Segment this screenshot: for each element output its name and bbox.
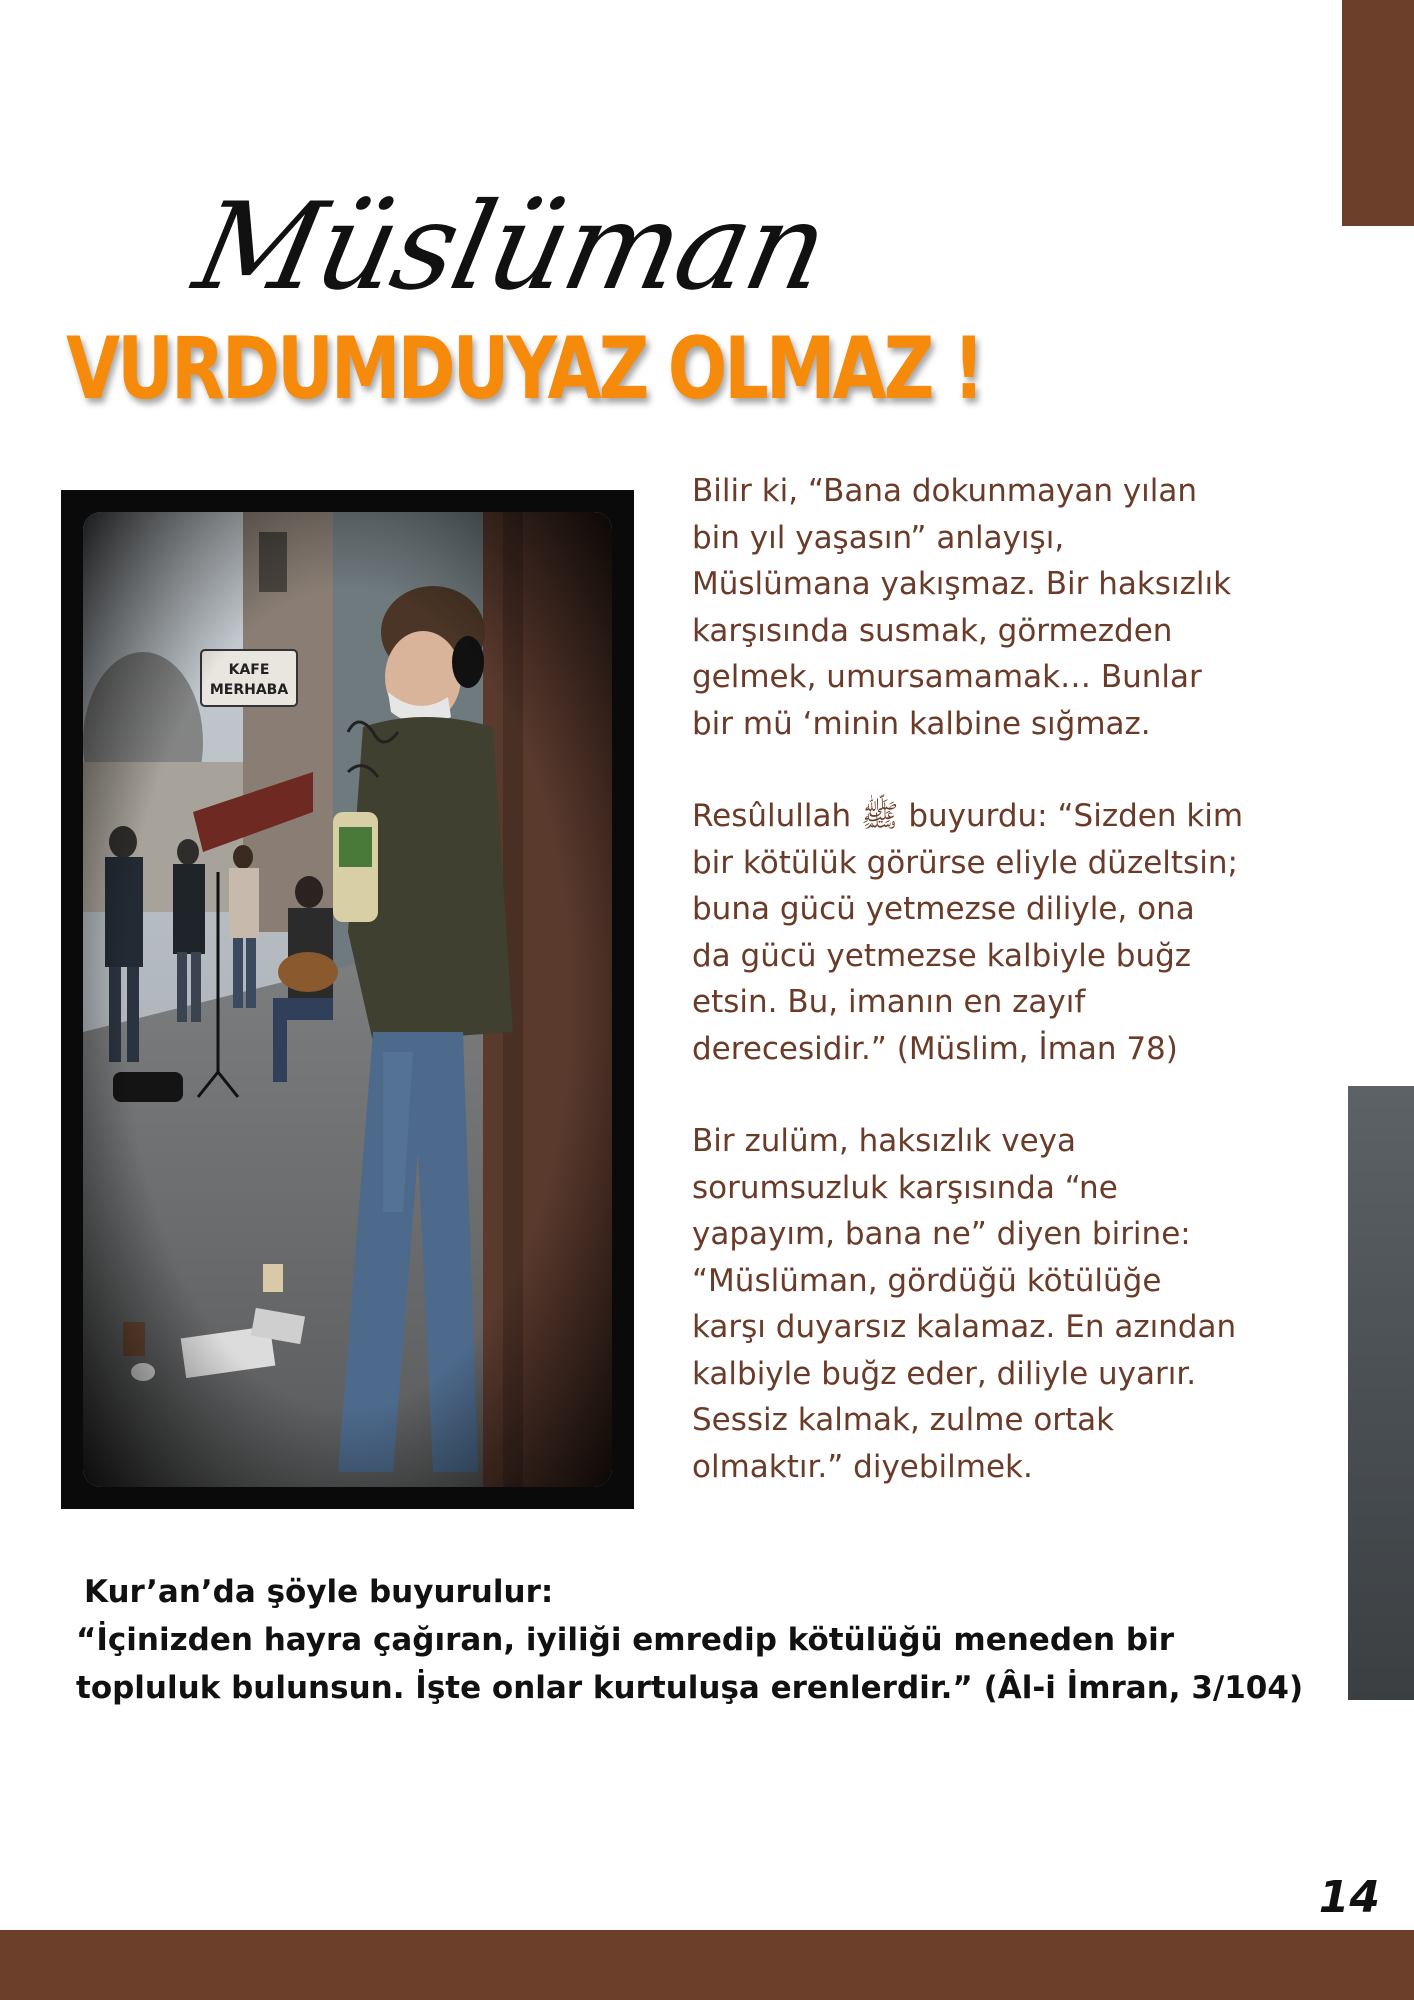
corner-tab bbox=[1342, 0, 1414, 226]
paragraph-3: Bir zulüm, haksızlık veya sorumsuzluk karşısında “ne yapayım, bana ne” diyen birine: “Müslüman, gördüğü kötülüğe karşı duyarsız kalamaz. En azından kalbiyle buğz eder, diliyle uyarır. Sessiz kalmak, zulme ortak olmaktır.” diyebilmek. bbox=[692, 1123, 1237, 1485]
quote-verse: “İçinizden hayra çağıran, iyiliği emredip kötülüğü meneden bir topluluk bulunsun. İşte onlar kurtuluşa erenlerdir.” (Âl-i İmran, 3/104) bbox=[76, 1622, 1304, 1706]
script-title: Müslüman bbox=[184, 178, 838, 317]
street-photo bbox=[83, 512, 612, 1487]
body-text bbox=[692, 468, 1342, 1536]
page-number: 14 bbox=[1318, 1872, 1380, 1923]
paragraph-1: Bilir ki, “Bana dokunmayan yılan bin yıl yaşasın” anlayışı, Müslümana yakışmaz. Bir haksızlık karşısında susmak, görmezden gelmek, umursamamak… Bunlar bir mü ‘minin kalbine sığmaz. bbox=[692, 473, 1232, 742]
quran-quote bbox=[76, 1568, 1346, 1712]
footer-bar bbox=[0, 1930, 1414, 2000]
street-scene-illustration bbox=[83, 512, 612, 1487]
quote-intro: Kur’an’da şöyle buyurulur: bbox=[84, 1574, 554, 1610]
paragraph-2: Resûlullah ﷺ buyurdu: “Sizden kim bir kötülük görürse eliyle düzeltsin; buna gücü yetmezse diliyle, ona da gücü yetmezse kalbiyle buğz etsin. Bu, imanın en zayıf derecesidir.” (Müslim, İman 78) bbox=[692, 798, 1244, 1067]
side-bar bbox=[1348, 1086, 1414, 1700]
photo-frame bbox=[61, 490, 634, 1509]
main-title: VURDUMDUYAZ OLMAZ ! bbox=[66, 318, 982, 419]
